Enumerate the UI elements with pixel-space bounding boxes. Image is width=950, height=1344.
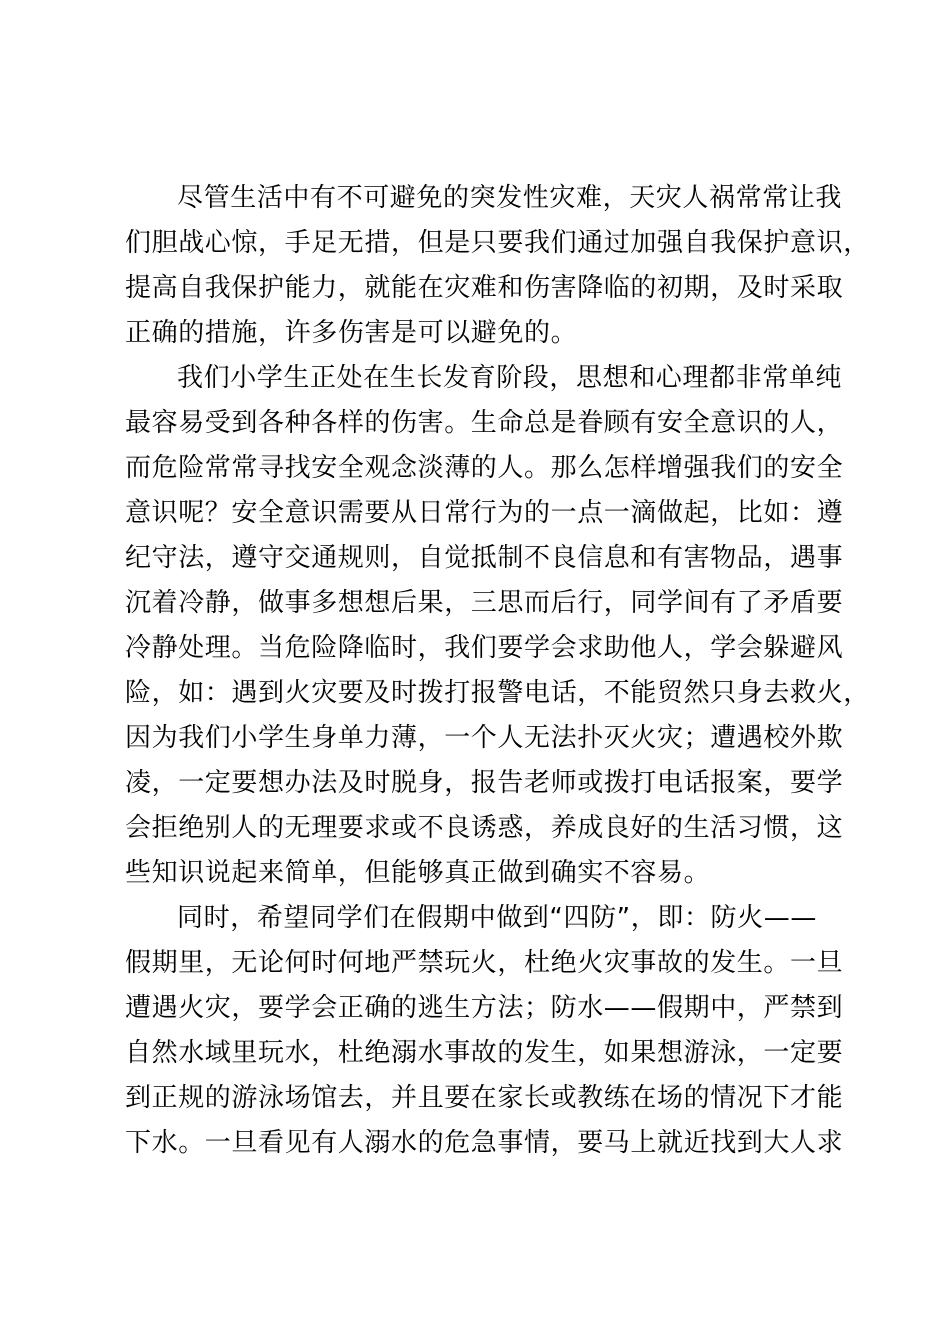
text-line: 下水。一旦看见有人溺水的危急事情，要马上就近找到大人求 xyxy=(125,1128,844,1158)
body-text xyxy=(125,176,870,1166)
paragraph-2 xyxy=(125,356,870,896)
text-line: 最容易受到各种各样的伤害。生命总是眷顾有安全意识的人， xyxy=(125,408,844,438)
text-line: 沉着冷静，做事多想想后果，三思而后行，同学间有了矛盾要 xyxy=(125,588,844,618)
paragraph-3 xyxy=(125,896,844,1166)
paragraph-1 xyxy=(125,176,870,356)
text-line: 到正规的游泳场馆去，并且要在家长或教练在场的情况下才能 xyxy=(125,1083,844,1113)
text-line: 凌，一定要想办法及时脱身，报告老师或拨打电话报案，要学 xyxy=(125,768,844,798)
text-line: 自然水域里玩水，杜绝溺水事故的发生，如果想游泳，一定要 xyxy=(125,1038,844,1068)
text-line: 冷静处理。当危险降临时，我们要学会求助他人，学会躲避风 xyxy=(125,633,844,663)
text-line: 些知识说起来简单，但能够真正做到确实不容易。 xyxy=(125,858,711,888)
text-line: 尽管生活中有不可避免的突发性灾难，天灾人祸常常让我 xyxy=(177,183,843,213)
text-line: 提高自我保护能力，就能在灾难和伤害降临的初期，及时采取 xyxy=(125,273,844,303)
text-line: 正确的措施，许多伤害是可以避免的。 xyxy=(125,318,578,348)
text-line: 意识呢？安全意识需要从日常行为的一点一滴做起，比如：遵 xyxy=(125,498,844,528)
text-line: 我们小学生正处在生长发育阶段，思想和心理都非常单纯 xyxy=(177,363,843,393)
text-line: 险，如：遇到火灾要及时拨打报警电话，不能贸然只身去救火， xyxy=(125,678,870,708)
text-line: 假期里，无论何时何地严禁玩火，杜绝火灾事故的发生。一旦 xyxy=(125,948,844,978)
text-line: 遭遇火灾，要学会正确的逃生方法；防水——假期中，严禁到 xyxy=(125,993,844,1023)
text-line: 而危险常常寻找安全观念淡薄的人。那么怎样增强我们的安全 xyxy=(125,453,844,483)
text-line: 们胆战心惊，手足无措，但是只要我们通过加强自我保护意识， xyxy=(125,228,870,258)
text-line: 因为我们小学生身单力薄，一个人无法扑灭火灾；遭遇校外欺 xyxy=(125,723,844,753)
text-line: 会拒绝别人的无理要求或不良诱惑，养成良好的生活习惯，这 xyxy=(125,813,844,843)
text-line: 纪守法，遵守交通规则，自觉抵制不良信息和有害物品，遇事 xyxy=(125,543,844,573)
text-line: 同时，希望同学们在假期中做到“四防”，即：防火—— xyxy=(177,903,817,933)
